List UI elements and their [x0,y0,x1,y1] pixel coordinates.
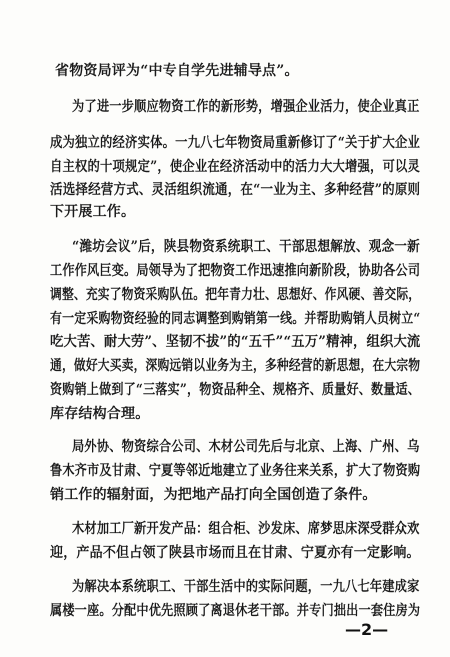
text-line-3: 成为独立的经济实体。一九八七年物资局重新修订了“关于扩大企业 [50,135,421,151]
text-line-1: 省物资局评为“中专自学先进辅导点”。 [55,63,299,79]
text-line-18: 木材加工厂新开发产品：组合柜、沙发床、席梦思床深受群众欢 [72,521,420,537]
text-line-5: 活选择经营方式、灵活组织流通，在“一业为主、多种经营”的原则 [50,182,421,198]
text-line-16: 鲁木齐市及甘肃、宁夏等邻近地建立了业务往来关系，扩大了物资购 [50,463,421,479]
text-line-12: 通，做好大买卖，深购远销以业务为主，多种经营的新思想，在大宗物 [50,358,421,374]
text-line-15: 局外协、物资综合公司、木材公司先后与北京、上海、广州、乌 [72,439,420,455]
text-line-20: 为解决本系统职工、干部生活中的实际问题，一九八七年建成家 [72,579,420,595]
text-line-7: “潍坊会议”后，陕县物资系统职工、干部思想解放、观念一新 [72,239,420,255]
text-line-4: 自主权的十项规定”，使企业在经济活动中的活力大大增强，可以灵 [50,159,421,175]
text-line-9: 调整、充实了物资采购队伍。把年青力壮、思想好、作风硬、善交际， [50,287,421,303]
text-line-21: 属楼一座。分配中优先照顾了离退休老干部。并专门拙出一套住房为 [50,603,421,619]
text-line-11: 吃大苦、耐大劳”、坚韧不拔”的“五千”“五万”精神，组织大流 [50,334,421,350]
text-line-2: 为了进一步顺应物资工作的新形势，增强企业活力，使企业真正 [72,99,420,115]
page-number: —2— [345,620,389,639]
text-line-10: 有一定采购物资经验的同志调整到购销第一线。并帮助购销人员树立“ [50,311,421,327]
text-line-14: 库存结构合理。 [50,406,150,422]
text-line-19: 迎，产品不但占领了陕县市场而且在甘肃、宁夏亦有一定影响。 [50,545,420,561]
text-line-8: 工作作风巨变。局领导为了把物资工作迅速推向新阶段，协助各公司 [50,263,421,279]
text-line-6: 下开展工作。 [50,204,136,220]
text-line-13: 资购销上做到了“三落实”，物资品种全、规格齐、质量好、数量适、 [50,382,421,398]
text-line-17: 销工作的辐射面，为把地产品打向全国创造了条件。 [50,487,377,503]
